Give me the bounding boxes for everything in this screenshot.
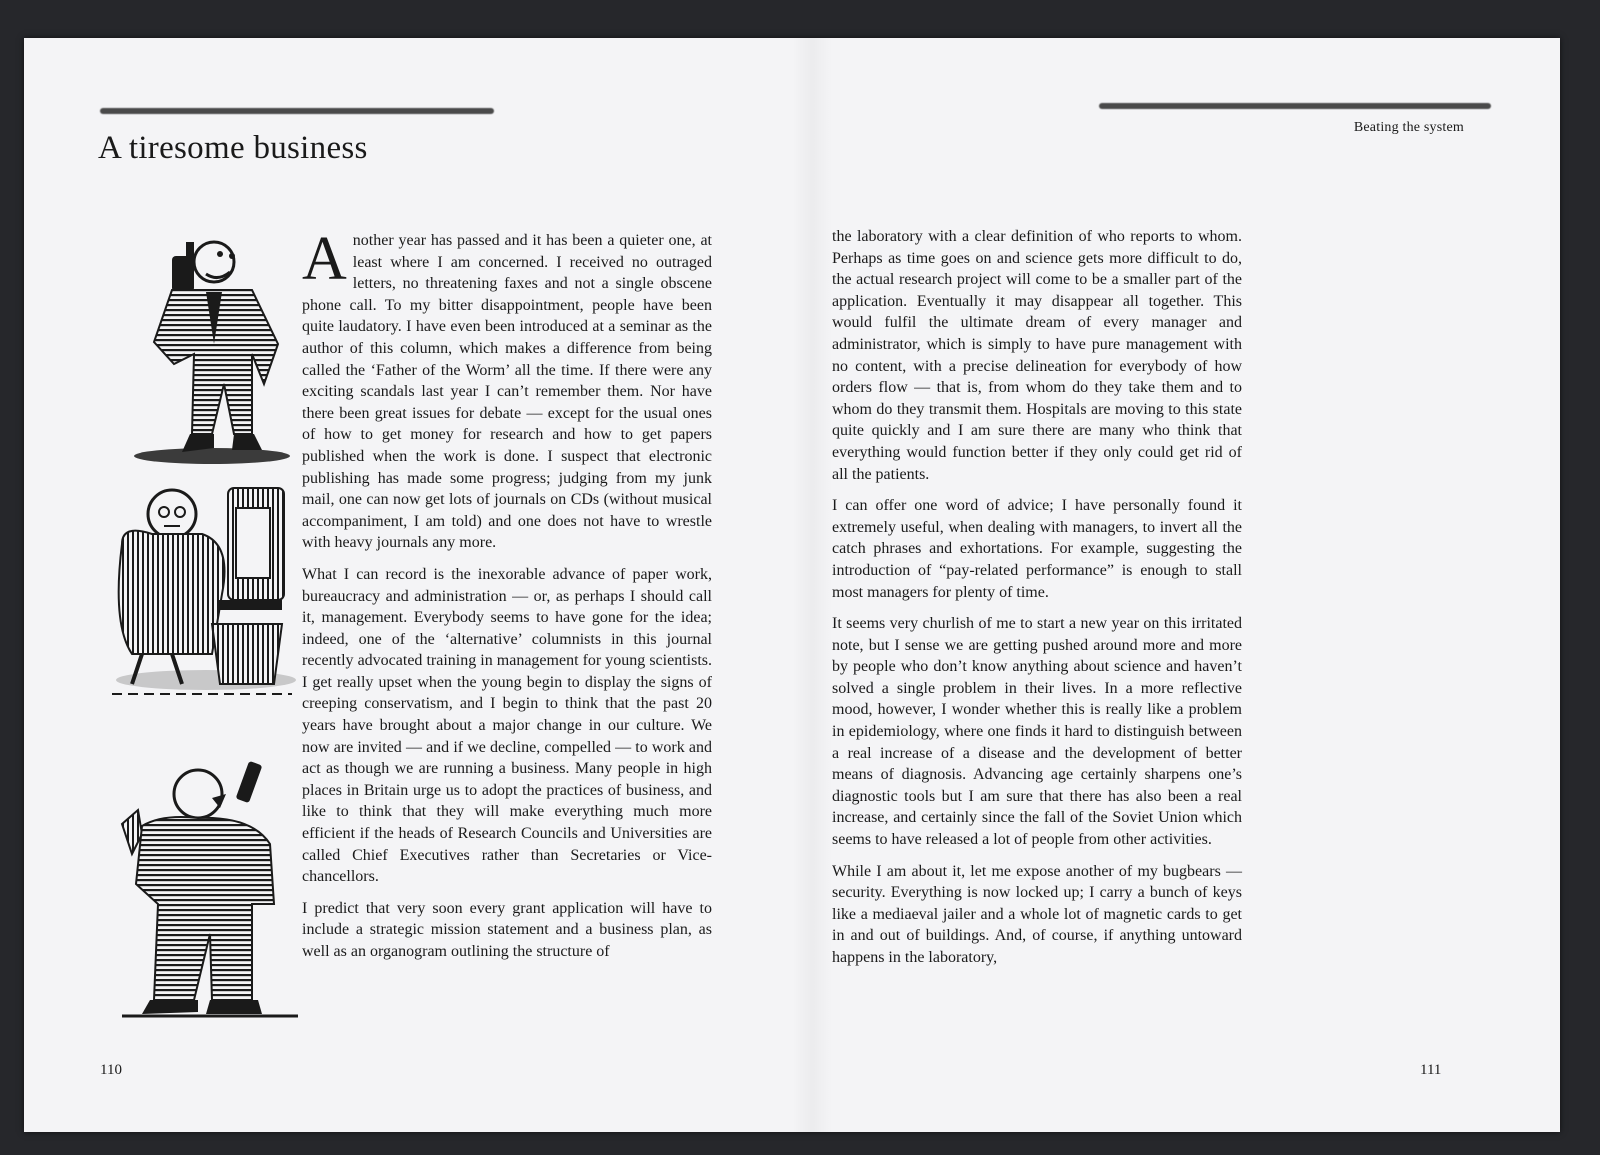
drop-cap: A xyxy=(302,225,347,293)
cartoon-illustration xyxy=(102,234,302,1094)
paragraph-text: nother year has passed and it has been a quieter one, at least where I am concerned. I received no outraged letters, no threatening faxes and not a single obscene phone call. To my bitter disappointment, people have been quite laudatory. I have even been introduced at a seminar as the author of this column, which makes a difference from being called the ‘Father of the Worm’ all the time. If there were any exciting scandals last year I can’t remember them. Nor have there been great issues for debate — except for the usual ones of how to get money for research and how to get papers published when the work is done. I suspect that electronic publishing has made some progress; judging from my junk mail, one can now get lots of journals on CDs (without musical accompaniment, I am told) and one does not have to wrestle with heavy journals any more. xyxy=(302,232,712,552)
paragraph xyxy=(302,225,712,554)
right-text-column xyxy=(832,226,1242,979)
paragraph: What I can record is the inexorable advance of paper work, bureaucracy and administration — or, as perhaps I should call it, management. Everybody seems to have gone for the idea; indeed, one of the ‘alternative’ columnists in this journal recently advocated training in management for young scientists. I get really upset when the young begin to display the signs of creeping conservatism, and I begin to think that the past 20 years have brought about a major change in our culture. We now are invited — and if we decline, compelled — to work and act as though we are running a business. Many people in high places in Britain urge us to adopt the practices of business, and like to think that they will make everything much more efficient if the heads of Research Councils and Universities are called Chief Executives rather than Secretaries or Vice-chancellors. xyxy=(302,565,712,886)
book-spread xyxy=(24,38,1560,1132)
right-header-rule xyxy=(1099,103,1491,109)
article-title: A tiresome business xyxy=(98,130,368,166)
man-on-phone-icon xyxy=(134,242,290,464)
paragraph: It seems very churlish of me to start a new year on this irritated note, but I sense we are getting pushed around more and more by people who don’t know anything about science and haven’t solved a single problem in their lives. In a more reflective mood, however, I wonder whether this is really like a problem in epidemiology, where one finds it hard to distinguish between a real increase of a disease and the development of better means of diagnosis. Advancing age certainly sharpens one’s diagnostic tools but I am sure that there has also been a real increase, and certainly since the fall of the Soviet Union which seems to have released a lot of people from other activities. xyxy=(832,615,1242,849)
paragraph: While I am about it, let me expose another of my bugbears — security. Everything is now locked up; I carry a bunch of keys like a mediaeval jailer and a whole lot of magnetic cards to get in and out of buildings. And, of course, if anything untoward happens in the laboratory, xyxy=(832,862,1242,966)
left-text-column xyxy=(302,225,712,973)
paragraph: the laboratory with a clear definition of who reports to whom. Perhaps as time goes on and science gets more difficult to do, the actual research project will come to be a smaller part of the application. Eventually it may disappear all together. This would fulfil the ultimate dream of every manager and administrator, which is simply to have pure management with no content, with a precise delineation for everybody of how orders flow — that is, from whom do they take them and to whom do they transmit them. Hospitals are moving to this state quite quickly and I am sure there are many who think that everything would function better if they only could get rid of all the patients. xyxy=(832,228,1242,483)
man-at-computer-icon xyxy=(112,488,296,694)
page-number-right: 111 xyxy=(1420,1062,1442,1078)
paragraph: I predict that very soon every grant application will have to include a strategic mission statement and a business plan, as well as an organogram outlining the structure of xyxy=(302,899,712,960)
page-gutter xyxy=(792,38,832,1132)
paragraph: I can offer one word of advice; I have personally found it extremely useful, when dealing with managers, to invert all the catch phrases and exhortations. For example, suggesting the introduction of “pay-related performance” is enough to stall most managers for plenty of time. xyxy=(832,497,1242,601)
running-head: Beating the system xyxy=(1353,120,1464,135)
man-shouting-phone-icon xyxy=(122,761,298,1016)
page-number-left: 110 xyxy=(100,1062,122,1078)
left-header-rule xyxy=(100,108,494,114)
